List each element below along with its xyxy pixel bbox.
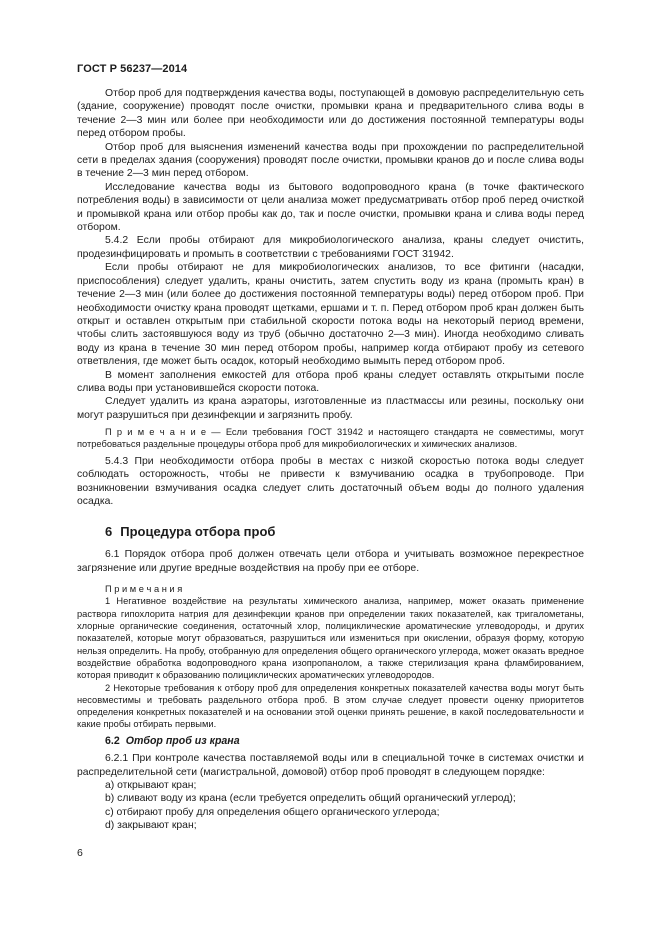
page-number: 6 [77, 847, 83, 859]
subsection-number: 6.2 [105, 734, 120, 747]
note-2: 2 Некоторые требования к отбору проб для определения конкретных показателей качества воды могут быть несовместимы и требовать раздельного отбора проб. В этом случае следует провести оценку приоритетов определения конкретных показателей и на основании этой оценки принять решение, в какой последовательности и какие пробы отбирать первыми. [77, 682, 584, 730]
document-header: ГОСТ Р 56237—2014 [77, 63, 188, 75]
page-body [77, 87, 584, 833]
clause-5-4-3: 5.4.3 При необходимости отбора пробы в местах с низкой скоростью потока воды следует соблюдать осторожность, чтобы не привести к взмучиванию осадка в трубопроводе. При возникновении взмучивания осадка следует слить достаточный объем воды до полного удаления осадка. [77, 455, 584, 507]
list-item: b) сливают воду из крана (если требуется определить общий органический углерод); [105, 793, 516, 805]
paragraph: В момент заполнения емкостей для отбора проб краны следует оставлять открытыми после слива воды при установившейся скорости потока. [77, 369, 584, 394]
note-1: 1 Негативное воздействие на результаты химического анализа, например, может оказать применение раствора гипохлорита натрия для дезинфекции кранов при определении таких показателей, как тригалометаны, хлорные органические соединения, остаточный хлор, полициклические ароматические углеводороды, и других показателей, которые могут образоваться, разрушиться или измениться при окислении, образуя форму, которую нельзя определить. На пробу, отобранную для определения общего органического углерода, может оказать вредное воздействие обработка водопроводного крана изопропанолом, а также стерилизация крана фламбированием, которая приводит к образованию полициклических ароматических углеводородов. [77, 596, 584, 681]
paragraph: Отбор проб для выяснения изменений качества воды при прохождении по распределительной сети в пределах здания (сооружения) проводят после очистки, промывки кранов до и после слива воды в течение 2—3 мин перед отбором. [77, 141, 584, 180]
subsection-6-2-heading [77, 735, 584, 748]
list-item: a) открывают кран; [105, 779, 197, 791]
notes-title: П р и м е ч а н и я [105, 584, 183, 595]
subsection-title: Отбор проб из крана [125, 734, 240, 747]
clause-6-1: 6.1 Порядок отбора проб должен отвечать цели отбора и учитывать возможное перекрестное загрязнение или другие вредные воздействия на пробу при ее отборе. [77, 549, 584, 574]
paragraph: Следует удалить из крана аэраторы, изготовленные из пластмассы или резины, поскольку они могут разрушиться при дезинфекции и загрязнить пробу. [77, 396, 584, 421]
note-5-4-2: П р и м е ч а н и е — Если требования ГОСТ 31942 и настоящего стандарта не совместимы, могут потребоваться раздельные процедуры отбора проб для микробиологических и химических анализов. [77, 427, 584, 450]
section-6-heading [77, 524, 584, 540]
clause-5-4-2: 5.4.2 Если пробы отбирают для микробиологического анализа, краны следует очистить, продезинфицировать и промыть в соответствии с требованиями ГОСТ 31942. [77, 235, 584, 260]
paragraph: Исследование качества воды из бытового водопроводного крана (в точке фактического потребления воды) в зависимости от цели анализа может предусматривать отбор проб перед очисткой и промывкой крана или отбор пробы как до, так и после очистки, промывки крана и слива воды перед отбором. [77, 181, 584, 234]
section-number: 6 [105, 524, 113, 540]
paragraph: Если пробы отбирают не для микробиологических анализов, то все фитинги (насадки, приспособления) следует удалить, краны очистить, затем спустить воду из крана (промыть кран) в течение 2—3 мин (или более до достижения постоянной температуры воды) перед отбором проб. При необходимости очистку крана проводят щетками, ершами и т. п. Перед отбором проб кран должен быть открыт и оставлен открытым при стабильной скорости потока воды на некоторый период времени, чтобы слить застоявшуюся воду из труб (обычно достаточно 2—3 мин). Иногда необходимо сливать воду из крана в течение 30 мин перед отбором пробы, например когда отбирают пробу из сетевого ответвления, где может быть осадок, который необходимо вымыть перед отбором проб. [77, 262, 584, 368]
paragraph: Отбор проб для подтверждения качества воды, поступающей в домовую распределительную сеть (здание, сооружение) проводят после очистки, промывки крана и предварительного слива воды в течение 2—3 мин или более при необходимости или до достижения постоянной температуры воды перед отбором пробы. [77, 88, 584, 140]
list-item: d) закрывают кран; [105, 820, 197, 832]
clause-6-2-1: 6.2.1 При контроле качества поставляемой воды или в специальной точке в системах очистки и распределительной сети (магистральной, домовой) отбор проб проводят в следующем порядке: [77, 753, 584, 778]
section-title: Процедура отбора проб [120, 524, 276, 540]
list-item: c) отбирают пробу для определения общего органического углерода; [105, 806, 440, 818]
